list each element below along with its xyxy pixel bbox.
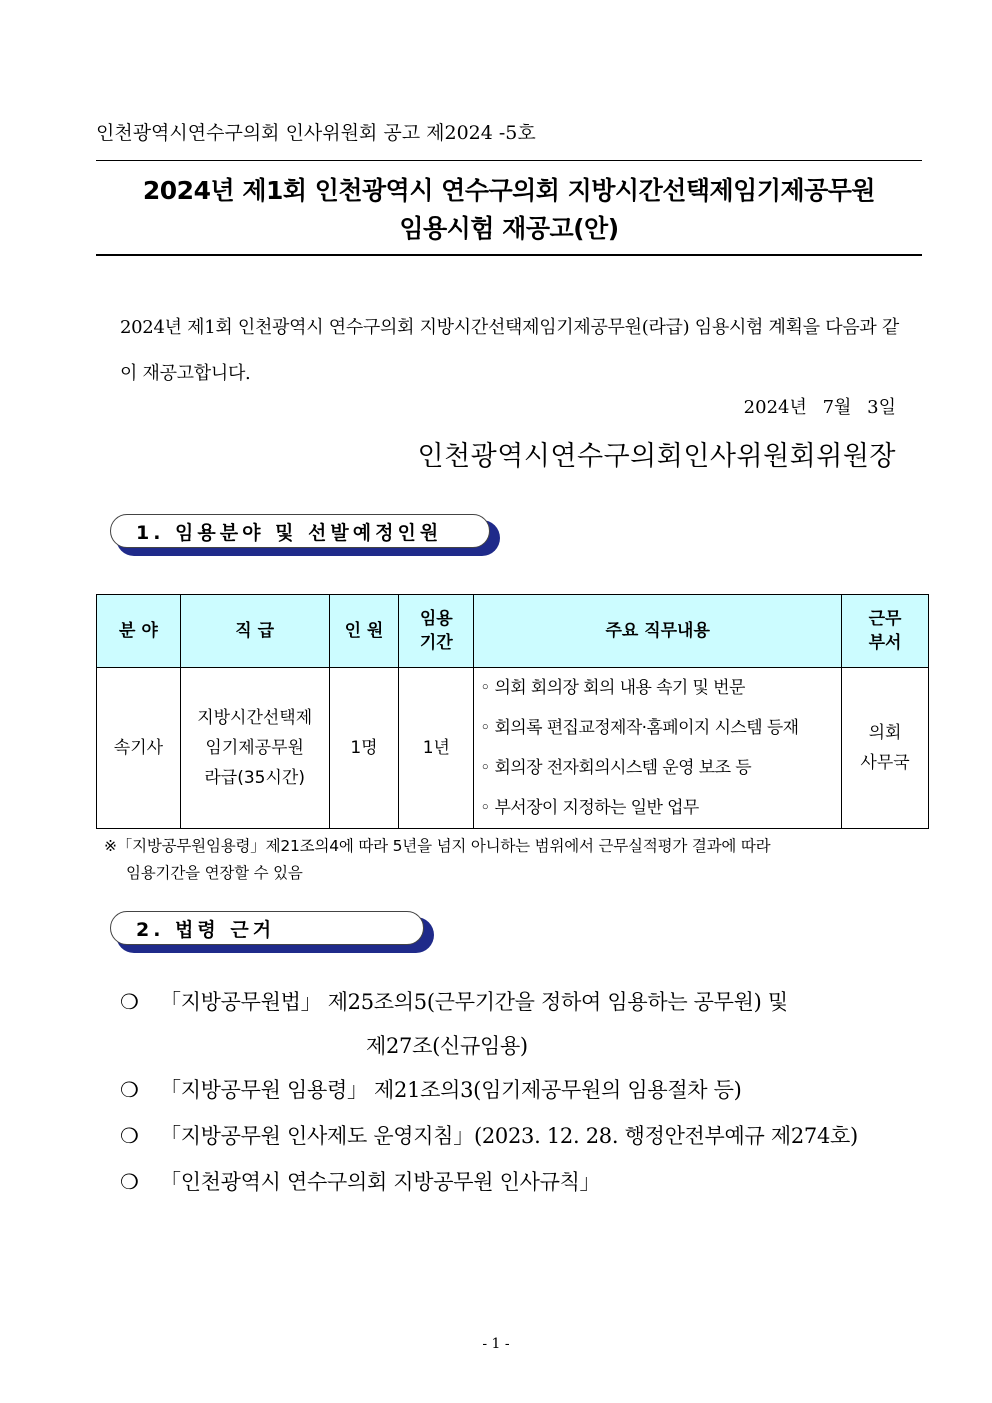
law-text: 「지방공무원 인사제도 운영지침」(2023. 12. 28. 행정안전부예규 제274호) bbox=[160, 1124, 858, 1148]
table-footnote bbox=[104, 833, 904, 887]
cell-period: 1년 bbox=[399, 668, 474, 829]
title-line-1: 2024년 제1회 인천광역시 연수구의회 지방시간선택제임기제공무원 bbox=[142, 176, 876, 205]
title-line-2: 임용시험 재공고(안) bbox=[399, 214, 619, 243]
law-item bbox=[120, 1074, 742, 1104]
header-duties: 주요 직무내용 bbox=[474, 595, 842, 668]
cell-department bbox=[842, 668, 929, 829]
law-text: 「지방공무원법」 제25조의5(근무기간을 정하여 임용하는 공무원) 및 bbox=[160, 990, 788, 1014]
rank-line-3: 라급(35시간) bbox=[204, 768, 305, 788]
cell-count: 1명 bbox=[329, 668, 399, 829]
circle-bullet-icon: ❍ bbox=[120, 1170, 139, 1194]
top-rule bbox=[96, 160, 922, 161]
section-1-heading-text: 1. 임용분야 및 선발예정인원 bbox=[136, 522, 443, 544]
section-2-heading-text: 2. 법령 근거 bbox=[136, 919, 276, 941]
header-department: 근무 부서 bbox=[842, 595, 929, 668]
header-rank: 직 급 bbox=[180, 595, 329, 668]
issuer-name: 인천광역시연수구의회인사위원회위원장 bbox=[417, 441, 896, 472]
department-line-1: 의회 bbox=[868, 723, 902, 743]
circle-bullet-icon: ❍ bbox=[120, 1124, 139, 1148]
duty-item: ◦ 부서장이 지정하는 일반 업무 bbox=[480, 798, 699, 818]
law-item bbox=[120, 986, 788, 1016]
notice-date: 2024년 7월 3일 bbox=[743, 397, 896, 418]
intro-paragraph: 2024년 제1회 인천광역시 연수구의회 지방시간선택제임기제공무원(라급) 임용시험 계획을 다음과 같이 재공고합니다. bbox=[120, 317, 900, 384]
header-period: 임용 기간 bbox=[399, 595, 474, 668]
header-field: 분 야 bbox=[97, 595, 181, 668]
page-number: - 1 - bbox=[482, 1336, 510, 1352]
footnote-line-1: ※「지방공무원임용령」제21조의4에 따라 5년을 넘지 아니하는 범위에서 근무실적평가 결과에 따라 bbox=[104, 837, 771, 855]
document-title bbox=[96, 172, 922, 248]
duty-item: ◦ 의회 회의장 회의 내용 속기 및 번문 bbox=[480, 678, 745, 698]
circle-bullet-icon: ❍ bbox=[120, 990, 139, 1014]
notice-number: 인천광역시연수구의회 인사위원회 공고 제2024 -5호 bbox=[96, 122, 536, 144]
title-rule bbox=[96, 254, 922, 256]
table-header-row bbox=[97, 595, 929, 668]
duty-item: ◦ 회의장 전자회의시스템 운영 보조 등 bbox=[480, 758, 752, 778]
recruitment-table bbox=[96, 594, 929, 829]
circle-bullet-icon: ❍ bbox=[120, 1078, 139, 1102]
duty-item: ◦ 회의록 편집교정제작·홈페이지 시스템 등재 bbox=[480, 718, 799, 738]
cell-field: 속기사 bbox=[97, 668, 181, 829]
law-item-continuation: 제27조(신규임용) bbox=[366, 1034, 528, 1058]
law-text: 「인천광역시 연수구의회 지방공무원 인사규칙」 bbox=[160, 1170, 601, 1194]
rank-line-2: 임기제공무원 bbox=[205, 738, 304, 758]
cell-duties bbox=[474, 668, 842, 829]
law-item bbox=[120, 1166, 600, 1196]
rank-line-1: 지방시간선택제 bbox=[197, 708, 313, 728]
cell-rank bbox=[180, 668, 329, 829]
header-count: 인 원 bbox=[329, 595, 399, 668]
law-text: 「지방공무원 임용령」 제21조의3(임기제공무원의 임용절차 등) bbox=[160, 1078, 742, 1102]
table-row bbox=[97, 668, 929, 829]
section-1-heading bbox=[110, 514, 496, 552]
section-2-heading bbox=[110, 911, 430, 949]
department-line-2: 사무국 bbox=[860, 753, 910, 773]
footnote-line-2: 임용기간을 연장할 수 있음 bbox=[126, 864, 303, 882]
law-item bbox=[120, 1120, 858, 1150]
